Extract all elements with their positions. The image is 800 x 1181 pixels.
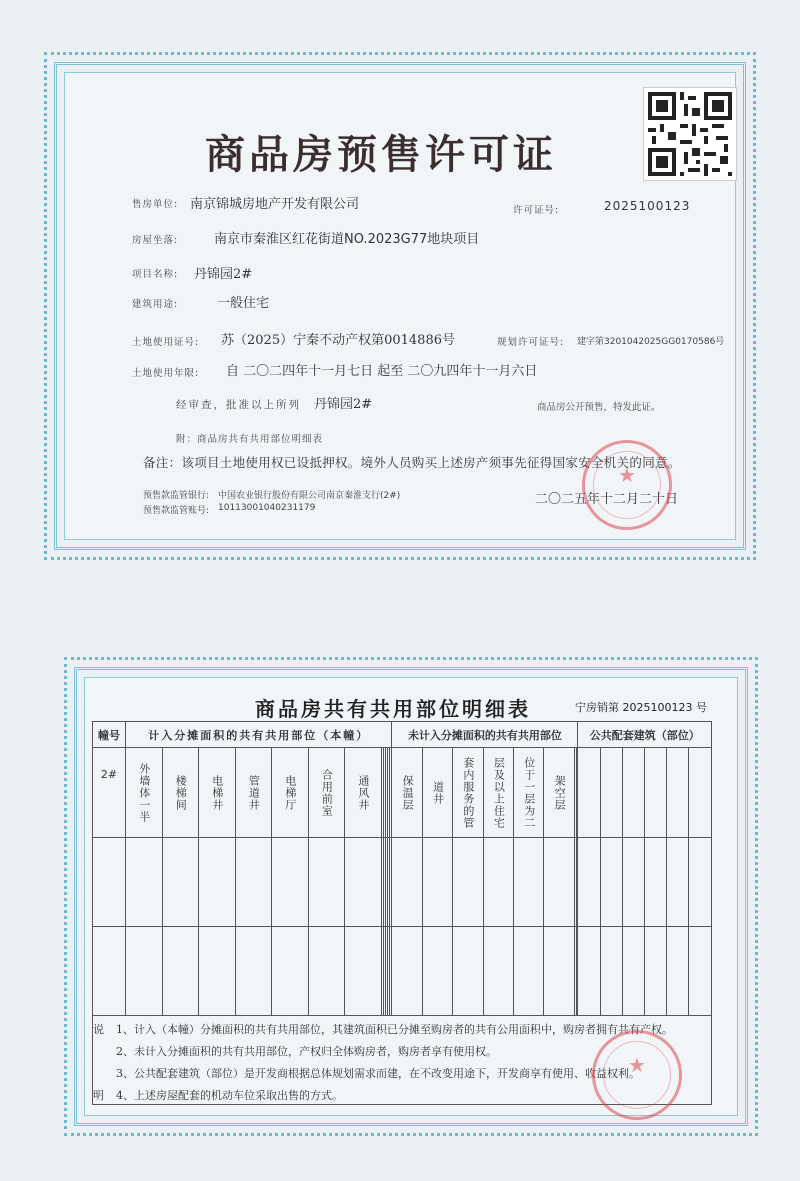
note-line: 3、公共配套建筑（部位）是开发商根据总体规划需求而建，在不改变用途下，开发商享有使用、收益权利。 [116,1067,640,1080]
certificate-title: 商品房预售许可证 [205,131,557,178]
qr-code-icon [643,87,737,181]
notes-side-label: 明 [93,1089,104,1102]
approval-text: 经审查，批准以上所列 [176,399,301,411]
counted-item: 通风井 [345,748,382,838]
location-value: 南京市秦淮区红花街道NO.2023G77地块项目 [214,232,480,247]
account-label: 预售款监管账号: [143,506,210,516]
plan-permit-value: 建字第3201042025GG0170586号 [577,337,725,347]
bank-label: 预售款监管银行: [143,491,210,501]
location-label: 房屋坐落: [132,235,179,246]
counted-item: 外墙体一半 [126,748,163,838]
approval-end: 商品房公开预售，特发此证。 [537,402,661,413]
project-label: 项目名称: [132,269,179,280]
seller-value: 南京锦城房地产开发有限公司 [190,197,360,212]
project-value: 丹锦园2# [194,267,253,282]
land-cert-label: 土地使用证号: [132,337,200,348]
land-years-value: 自 二〇二四年十一月七日 起至 二〇九四年十一月六日 [226,364,538,379]
uncounted-item: 道井 [422,748,452,838]
header-counted: 计入分摊面积的共有共用部位（本幢） [126,722,392,748]
plan-permit-label: 规划许可证号: [497,337,565,348]
note-line: 1、计入（本幢）分摊面积的共有共用部位，其建筑面积已分摊至购房者的共有公用面积中，购房者拥有共有产权。 [116,1023,673,1036]
header-building: 幢号 [93,722,126,748]
note-line: 4、上述房屋配套的机动车位采取出售的方式。 [116,1089,343,1102]
approval-project: 丹锦园2# [314,397,373,412]
land-years-label: 土地使用年限: [132,368,200,379]
seller-label: 售房单位: [132,199,179,210]
official-seal-icon: ★ [582,440,672,530]
remark-text: 备注：该项目土地使用权已设抵押权。境外人员购买上述房产须事先征得国家安全机关的同意。 [143,455,681,470]
counted-item: 合用前室 [308,748,345,838]
use-label: 建筑用途: [132,299,179,310]
building-number: 2# [93,748,126,838]
table-title: 商品房共有共用部位明细表 [255,697,531,721]
counted-item: 管道井 [235,748,272,838]
header-uncounted: 未计入分摊面积的共有共用部位 [392,722,578,748]
attachment-note: 附：商品房共有共用部位明细表 [176,434,324,445]
uncounted-item: 位于一层为二 [514,748,544,838]
counted-item: 楼梯间 [162,748,199,838]
table-seal-icon: ★ [592,1030,682,1120]
detail-table [92,721,712,1016]
note-line: 2、未计入分摊面积的共有共用部位，产权归全体购房者，购房者享有使用权。 [116,1045,497,1058]
bank-value: 中国农业银行股份有限公司南京秦淮支行(2#) [218,491,401,501]
uncounted-item: 套内服务的管 [453,748,483,838]
permit-label: 许可证号: [513,205,560,216]
uncounted-item: 层及以上住宅 [483,748,513,838]
counted-item: 电梯厅 [272,748,309,838]
counted-item: 电梯井 [199,748,236,838]
header-public: 公共配套建筑（部位） [578,722,712,748]
uncounted-item: 保温层 [392,748,422,838]
account-value: 10113001040231179 [218,503,316,513]
use-value: 一般住宅 [217,296,270,311]
notes-side-label: 说 [93,1023,104,1036]
table-reference: 宁房销第 2025100123 号 [575,701,707,714]
permit-number: 2025100123 [604,199,691,213]
land-cert-value: 苏（2025）宁秦不动产权第0014886号 [221,333,455,348]
uncounted-item: 架空层 [544,748,574,838]
issue-date: 二〇二五年十二月二十日 [535,492,679,507]
